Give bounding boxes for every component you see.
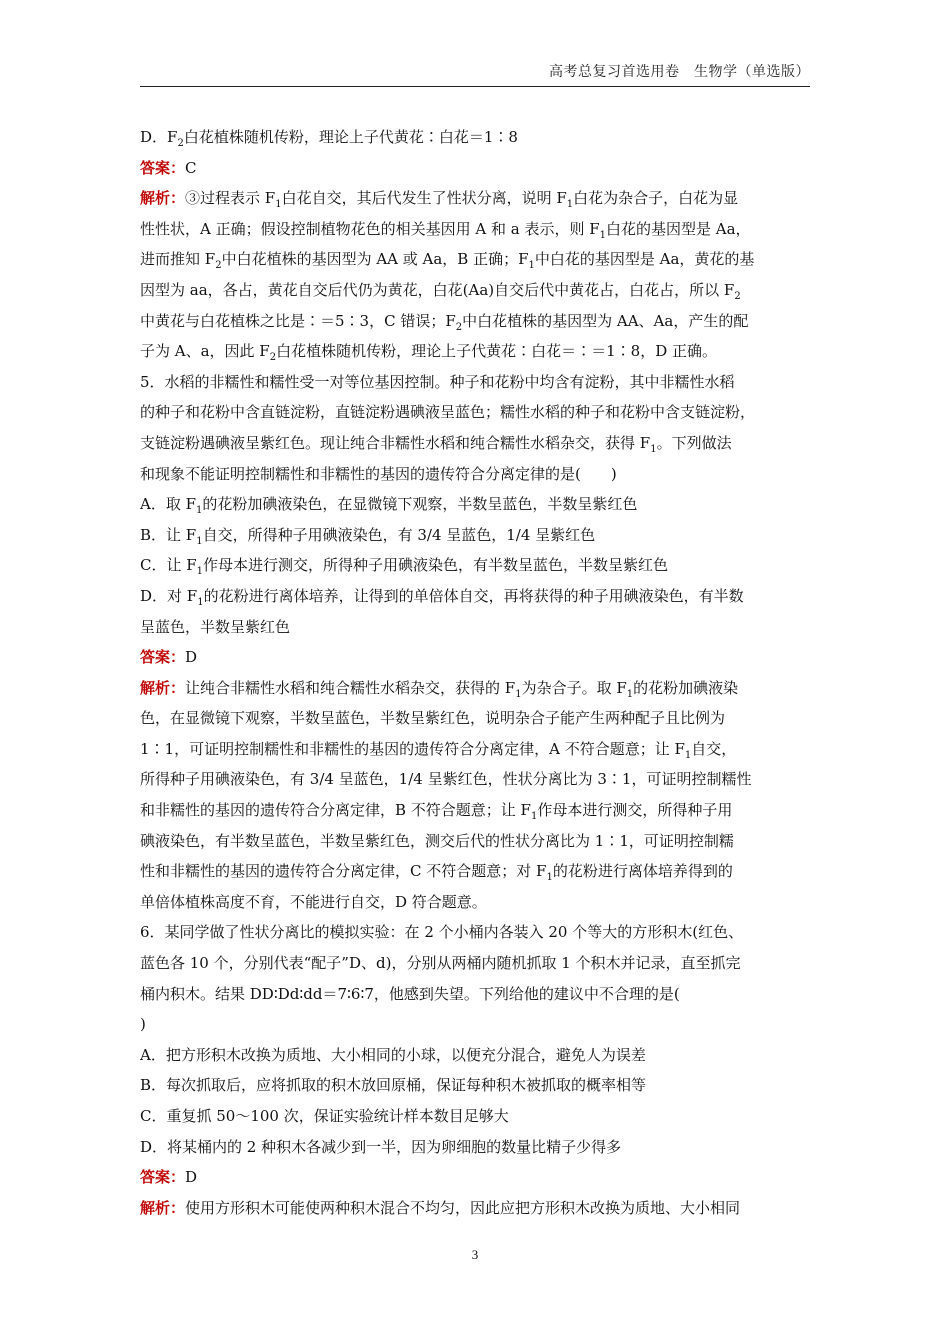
line-text: 因型为 aa，各占，黄花自交后代仍为黄花，白花(Aa)自交后代中黄花占，白花占，所以 $F_2$ bbox=[140, 280, 741, 302]
text-line bbox=[140, 275, 810, 306]
text-line bbox=[140, 459, 810, 490]
text-line bbox=[140, 979, 810, 1010]
answer-label: 答案： bbox=[140, 648, 186, 667]
line-text: 中黄花与白花植株之比是∶＝5∶3，C 错误；$F_2$中白花植株的基因型为 AA、Aa，产生的配 bbox=[140, 311, 749, 333]
line-text: 和非糯性的基因的遗传符合分离定律，B 不符合题意；让 $F_1$作母本进行测交，所得种子用 bbox=[140, 801, 733, 823]
line-text: B．让 $F_1$自交，所得种子用碘液染色，有 3/4 呈蓝色，1/4 呈紫红色 bbox=[140, 525, 596, 547]
line-text: A．把方形积木改换为质地、大小相同的小球，以便充分混合，避免人为误差 bbox=[140, 1045, 646, 1064]
text-line bbox=[140, 214, 810, 245]
text-line bbox=[140, 948, 810, 979]
line-text: 性性状，A 正确；假设控制植物花色的相关基因用 A 和 a 表示，则 $F_1$白花的基因型是 Aa， bbox=[140, 219, 751, 241]
line-text: D bbox=[185, 648, 198, 667]
text-line bbox=[140, 428, 810, 459]
analysis-line bbox=[140, 183, 810, 214]
analysis-line bbox=[140, 1193, 810, 1224]
line-text: C bbox=[185, 158, 197, 177]
text-line bbox=[140, 397, 810, 428]
text-line bbox=[140, 764, 810, 795]
header-title: 高考总复习首选用卷 生物学（单选版） bbox=[549, 65, 810, 80]
line-text: D．$F_2$白花植株随机传粉，理论上子代黄花∶白花＝1∶8 bbox=[140, 128, 518, 149]
text-line bbox=[140, 1132, 810, 1163]
text-line bbox=[140, 367, 810, 398]
text-line bbox=[140, 612, 810, 643]
line-text: 使用方形积木可能使两种积木混合不均匀，因此应把方形积木改换为质地、大小相同 bbox=[185, 1198, 741, 1217]
line-text: 单倍体植株高度不育，不能进行自交，D 符合题意。 bbox=[140, 892, 487, 911]
text-line bbox=[140, 1101, 810, 1132]
text-line bbox=[140, 244, 810, 275]
line-text: 的种子和花粉中含直链淀粉，直链淀粉遇碘液呈蓝色；糯性水稻的种子和花粉中含支链淀粉， bbox=[140, 403, 756, 422]
text-line bbox=[140, 887, 810, 918]
line-text: 碘液染色，有半数呈蓝色，半数呈紫红色，测交后代的性状分离比为 1∶1，可证明控制糯 bbox=[140, 831, 734, 850]
line-text: D．对 $F_1$的花粉进行离体培养，让得到的单倍体自交，再将获得的种子用碘液染色，有半数 bbox=[140, 586, 744, 608]
line-text: ) bbox=[140, 1015, 146, 1034]
answer-label: 答案： bbox=[140, 158, 186, 177]
text-line bbox=[140, 1070, 810, 1101]
text-line bbox=[140, 917, 810, 948]
line-text: 呈蓝色，半数呈紫红色 bbox=[140, 617, 291, 636]
text-line bbox=[140, 1040, 810, 1071]
line-text: 让纯合非糯性水稻和纯合糯性水稻杂交，获得的 $F_1$为杂合子。取 $F_1$的花粉加碘液染 bbox=[185, 678, 739, 700]
line-text: 进而推知 $F_2$中白花植株的基因型为 AA 或 Aa，B 正确；$F_1$中白花的基因型是 Aa，黄花的基 bbox=[140, 250, 755, 272]
text-line bbox=[140, 306, 810, 337]
line-text: 和现象不能证明控制糯性和非糯性的基因的遗传符合分离定律的是( ) bbox=[140, 464, 617, 483]
line-text: C．让 $F_1$作母本进行测交，所得种子用碘液染色，有半数呈蓝色，半数呈紫红色 bbox=[140, 556, 669, 578]
line-text: ③过程表示 $F_1$白花自交，其后代发生了性状分离，说明 $F_1$白花为杂合子，白花为显 bbox=[185, 189, 739, 211]
text-line bbox=[140, 520, 810, 551]
page-number: 3 bbox=[471, 1247, 479, 1262]
text-line bbox=[140, 826, 810, 857]
line-text: 5．水稻的非糯性和糯性受一对等位基因控制。种子和花粉中均含有淀粉，其中非糯性水稻 bbox=[140, 372, 735, 391]
line-text: 蓝色各 10 个，分别代表“配子”D、d)，分别从两桶内随机抓取 1 个积木并记录，直至抓完 bbox=[140, 954, 741, 973]
line-text: 1∶1，可证明控制糯性和非糯性的基因的遗传符合分离定律，A 不符合题意；让 $F_1$自交， bbox=[140, 739, 737, 761]
analysis-label: 解析： bbox=[140, 678, 186, 697]
analysis-label: 解析： bbox=[140, 189, 186, 208]
text-line bbox=[140, 703, 810, 734]
line-text: B．每次抓取后，应将抓取的积木放回原桶，保证每种积木被抓取的概率相等 bbox=[140, 1076, 647, 1095]
page-header bbox=[140, 58, 810, 87]
document-body bbox=[140, 122, 810, 1223]
line-text: A．取 $F_1$的花粉加碘液染色，在显微镜下观察，半数呈蓝色，半数呈紫红色 bbox=[140, 495, 638, 517]
line-text: 6．某同学做了性状分离比的模拟实验：在 2 个小桶内各装入 20 个等大的方形积木(红色、 bbox=[140, 923, 744, 942]
text-line bbox=[140, 734, 810, 765]
text-line bbox=[140, 550, 810, 581]
answer-line bbox=[140, 153, 810, 184]
answer-label: 答案： bbox=[140, 1168, 186, 1187]
text-line bbox=[140, 581, 810, 612]
line-text: 子为 A、a，因此 $F_2$白花植株随机传粉，理论上子代黄花∶白花＝∶＝1∶8，D 正确。 bbox=[140, 342, 717, 364]
line-text: 所得种子用碘液染色，有 3/4 呈蓝色，1/4 呈紫红色，性状分离比为 3∶1，可证明控制糯性 bbox=[140, 770, 752, 789]
text-line bbox=[140, 856, 810, 887]
analysis-line bbox=[140, 673, 810, 704]
text-line bbox=[140, 1009, 810, 1040]
answer-line bbox=[140, 642, 810, 673]
analysis-label: 解析： bbox=[140, 1198, 186, 1217]
text-line bbox=[140, 795, 810, 826]
line-text: D bbox=[185, 1168, 198, 1187]
line-text: 支链淀粉遇碘液呈紫红色。现让纯合非糯性水稻和纯合糯性水稻杂交，获得 $F_1$。下列做法 bbox=[140, 433, 732, 455]
line-text: D．将某桶内的 2 种积木各减少到一半，因为卵细胞的数量比精子少得多 bbox=[140, 1137, 622, 1156]
line-text: 性和非糯性的基因的遗传符合分离定律，C 不符合题意；对 $F_1$的花粉进行离体培养得到的 bbox=[140, 862, 733, 884]
answer-line bbox=[140, 1162, 810, 1193]
text-line bbox=[140, 336, 810, 367]
line-text: C．重复抓 50～100 次，保证实验统计样本数目足够大 bbox=[140, 1107, 509, 1125]
line-text: 桶内积木。结果 DD∶Dd∶dd＝7∶6∶7，他感到失望。下列给他的建议中不合理的是( bbox=[140, 984, 680, 1003]
line-text: 色，在显微镜下观察，半数呈蓝色，半数呈紫红色，说明杂合子能产生两种配子且比例为 bbox=[140, 709, 726, 728]
text-line bbox=[140, 122, 810, 153]
text-line bbox=[140, 489, 810, 520]
